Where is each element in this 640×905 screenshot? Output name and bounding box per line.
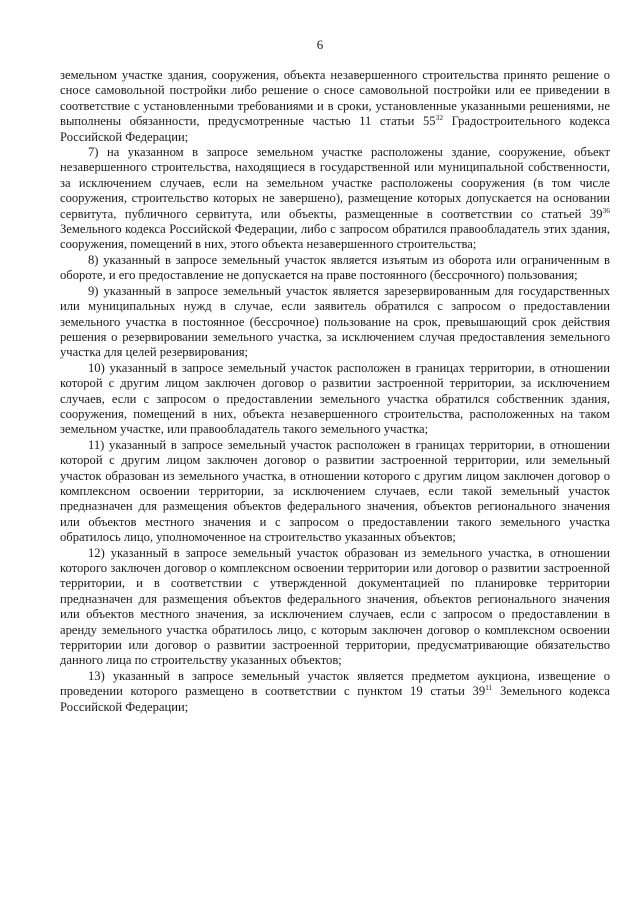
superscript: 36 xyxy=(602,205,610,215)
paragraph-item-13: 13) указанный в запросе земельный участок является предметом аукциона, извещение о проведении которого размещено в соответствии с пунктом 19 статьи $39^{11}$ Земельного кодекса Российской Федерации; xyxy=(60,668,610,714)
page-number: 6 xyxy=(316,37,324,52)
paragraph-item-12: 12) указанный в запросе земельный участок образован из земельного участка, в отношении которого заключен договор о комплексном освоении территории или договор о развитии застроенной территории, и в соответствии с утвержденной документацией по планировке территории предназначен для размещения объектов федерального значения, объектов регионального значения или объектов местного значения, за исключением случаев, если с запросом о предоставлении в аренду земельного участка обратилось лицо, с которым заключен договор о комплексном освоении территории или договор о развитии застроенной территории, предусматривающие обязательство данного лица по строительству указанных объектов; xyxy=(60,545,610,668)
paragraph-item-11: 11) указанный в запросе земельный участок расположен в границах территории, в отношении которой с другим лицом заключен договор о развитии застроенной территории, или земельный участок образован из земельного участка, в отношении которого с другим лицом заключен договор о комплексном освоении территории, за исключением случаев, если такой земельный участок предназначен для размещения объектов федерального значения, объектов регионального значения или объектов местного значения и с запросом о предоставлении такого земельного участка обратилось лицо, уполномоченное на строительство указанных объектов; xyxy=(60,437,610,545)
paragraph-item-9: 9) указанный в запросе земельный участок является зарезервированным для государственных или муниципальных нужд в случае, если заявитель обратился с запросом о предоставлении земельного участка в постоянное (бессрочное) пользование на срок, превышающий срок действия решения о резервировании земельного участка, за исключением случая предоставления земельного участка для целей резервирования; xyxy=(60,283,610,360)
superscript: 32 xyxy=(435,113,444,123)
paragraph-item-10: 10) указанный в запросе земельный участок расположен в границах территории, в отношении которой с другим лицом заключен договор о развитии застроенной территории, за исключением случаев, если с запросом о предоставлении земельного участка обратился собственник здания, сооружения, помещений в них, объекта незавершенного строительства, расположенных на таком земельном участке, или правообладатель такого земельного участка; xyxy=(60,360,610,437)
superscript: 11 xyxy=(485,683,493,693)
paragraph-item-7: 7) на указанном в запросе земельном участке расположены здание, сооружение, объект незавершенного строительства, находящиеся в государственной или муниципальной собственности, за исключением случаев, если на земельном участке расположены сооружения (в том числе сооружения, строительство которых не завершено), размещение которых допускается на основании сервитута, публичного сервитута, или объекты, размещенные в соответствии со статьей $39^{36}$ Земельного кодекса Российской Федерации, либо с запросом обратился правообладатель этих здания, сооружения, помещений в них, этого объекта незавершенного строительства; xyxy=(60,145,610,252)
paragraph-continuation: земельном участке здания, сооружения, объекта незавершенного строительства принято решение о сносе самовольной постройки либо решение о сносе самовольной постройки или ее приведении в соответствие с установленными требованиями и в сроки, установленные указанными решениями, не выполнены обязанности, предусмотренные частью 11 статьи $55^{32}$ Градостроительного кодекса Российской Федерации; xyxy=(60,68,610,144)
document-body xyxy=(60,68,610,715)
paragraph-item-8: 8) указанный в запросе земельный участок является изъятым из оборота или ограниченным в обороте, и его предоставление не допускается на праве постоянного (бессрочного) пользования; xyxy=(60,252,610,283)
